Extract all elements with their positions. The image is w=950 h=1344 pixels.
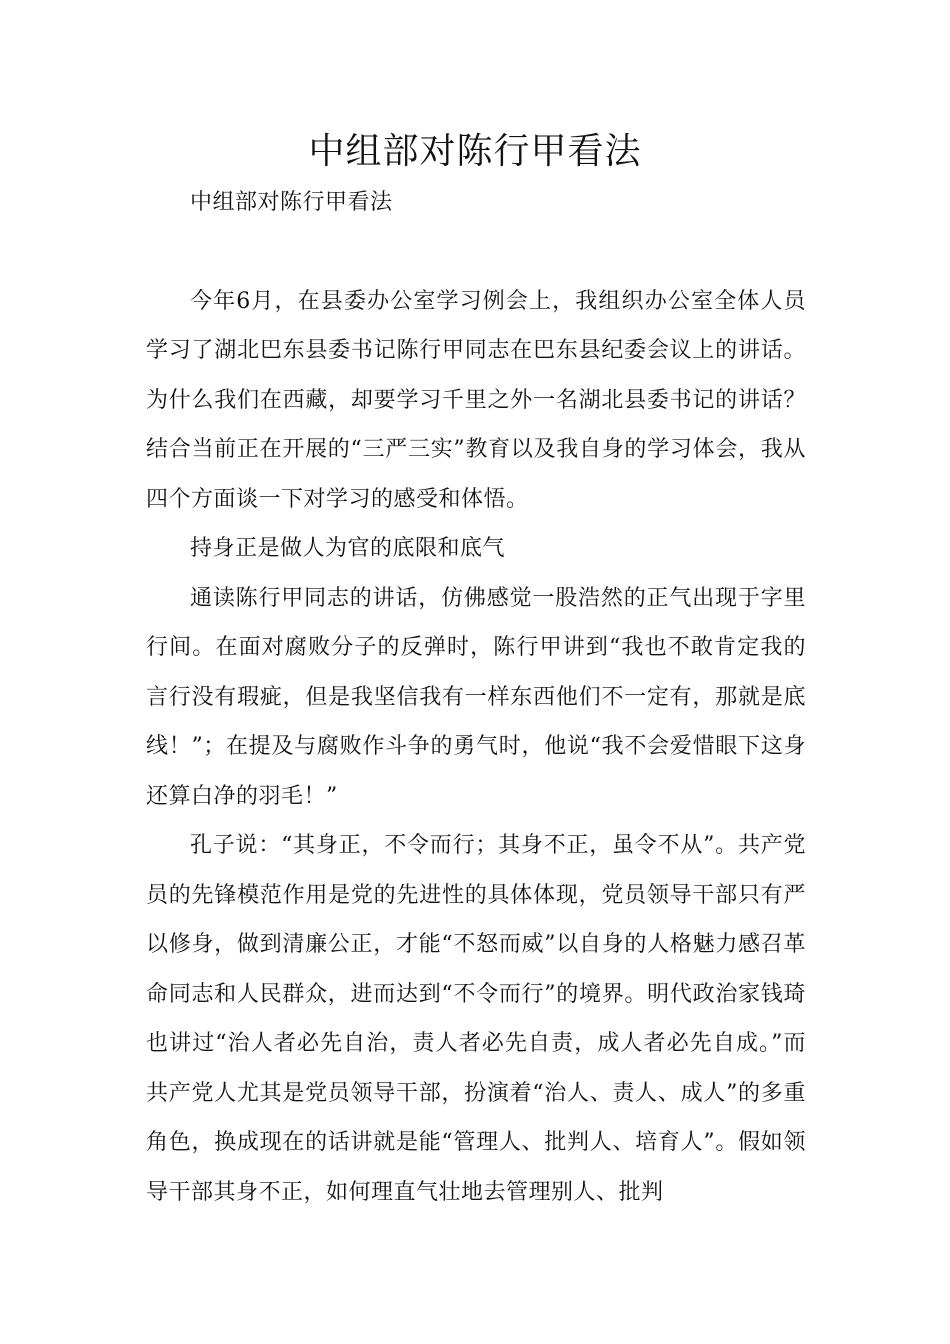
- section-heading: 持身正是做人为官的底限和底气: [190, 536, 506, 561]
- paragraph-intro: 今年6月，在县委办公室学习例会上，我组织办公室全体人员学习了湖北巴东县委书记陈行甲同志在巴东县纪委会议上的讲话。为什么我们在西藏，却要学习千里之外一名湖北县委书记的讲话？结合当前正在开展的“三严三实”教育以及我自身的学习体会，我从四个方面谈一下对学习的感受和体悟。: [146, 288, 806, 512]
- paragraph-speech: 通读陈行甲同志的讲话，仿佛感觉一股浩然的正气出现于字里行间。在面对腐败分子的反弹时，陈行甲讲到“我也不敢肯定我的言行没有瑕疵，但是我坚信我有一样东西他们不一定有，那就是底线！”；在提及与腐败作斗争的勇气时，他说“我不会爱惜眼下这身还算白净的羽毛！”: [146, 585, 806, 809]
- document-subtitle: 中组部对陈行甲看法: [190, 190, 393, 215]
- paragraph-confucius: 孔子说：“其身正，不令而行；其身不正，虽令不从”。共产党员的先锋模范作用是党的先进性的具体体现，党员领导干部只有严以修身，做到清廉公正，才能“不怒而威”以自身的人格魅力感召革命同志和人民群众，进而达到“不令而行”的境界。明代政治家钱琦也讲过“治人者必先自治，责人者必先自责，成人者必先自成。”而共产党人尤其是党员领导干部，扮演着“治人、责人、成人”的多重角色，换成现在的话讲就是能“管理人、批判人、培育人”。假如领导干部其身不正，如何理直气壮地去管理别人、批判: [146, 833, 806, 1205]
- document-body: [146, 178, 806, 1217]
- document-title: 中组部对陈行甲看法: [308, 131, 642, 172]
